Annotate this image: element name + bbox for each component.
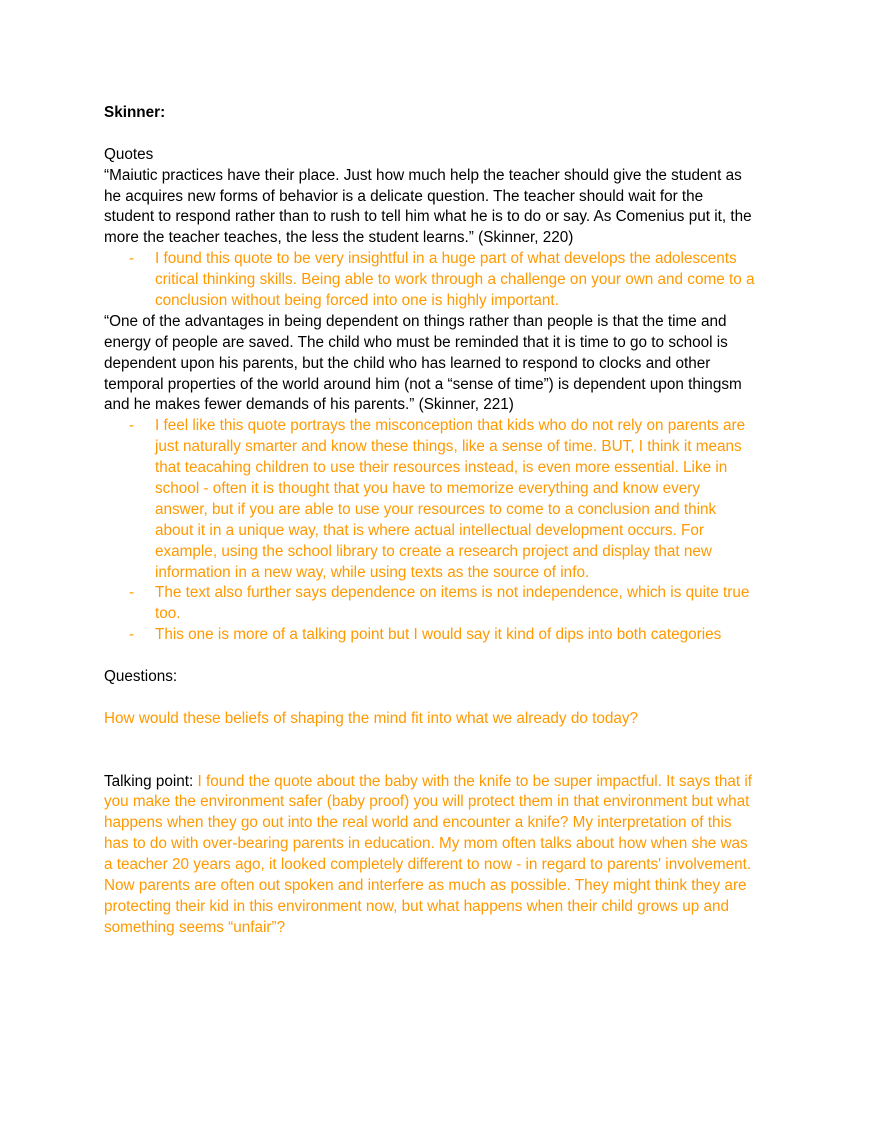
- blank-line: [104, 730, 794, 751]
- talking-point-text: Now parents are often out spoken and interfere as much as possible. They might think they are: [104, 876, 747, 894]
- note-text: I found this quote to be very insightful in a huge part of what develops the adolescents: [155, 250, 737, 268]
- quote-2-notes: [104, 416, 794, 646]
- note-text: The text also further says dependence on items is not independence, which is quite true: [155, 584, 750, 602]
- quote-line: and he makes fewer demands of his parents.” (Skinner, 221): [104, 396, 514, 414]
- blank-line: [104, 688, 794, 709]
- talking-point-text: a teacher 20 years ago, it looked completely different to now - in regard to parents' involvement.: [104, 856, 752, 874]
- quote-1-notes: [104, 249, 794, 312]
- note-text: critical thinking skills. Being able to work through a challenge on your own and come to a: [155, 271, 755, 289]
- note-text: about it in a unique way, that is where actual intellectual development occurs. For: [155, 521, 705, 539]
- bullet-line: [104, 625, 794, 646]
- quote-line: energy of people are saved. The child who must be reminded that it is time to go to school is: [104, 333, 728, 351]
- blank-line: [104, 751, 794, 772]
- talking-point-text: has to do with over-bearing parents in education. My mom often talks about how when she was: [104, 835, 748, 853]
- note-text: that teacahing children to use their resources instead, is even more essential. Like in: [155, 459, 728, 477]
- dash-bullet: -: [129, 626, 135, 644]
- note-text: I feel like this quote portrays the misconception that kids who do not rely on parents are: [155, 417, 746, 435]
- talking-point-label: Talking point:: [104, 772, 194, 790]
- quote-line: “One of the advantages in being dependent on things rather than people is that the time and: [104, 312, 727, 330]
- note-text: information in a new way, while using texts as the source of info.: [155, 563, 590, 581]
- dash-bullet: -: [129, 417, 135, 435]
- quote-line: student to respond rather than to rush to tell him what he is to do or say. As Comenius put it, the: [104, 208, 752, 226]
- talking-point-text: happens when they go out into the real world and encounter a knife? My interpretation of this: [104, 814, 732, 832]
- question-text: How would these beliefs of shaping the mind fit into what we already do today?: [104, 709, 639, 727]
- quote-line: more the teacher teaches, the less the student learns.” (Skinner, 220): [104, 229, 574, 247]
- quote-line: temporal properties of the world around him (not a “sense of time”) is dependent upon thingsm: [104, 375, 742, 393]
- note-text: example, using the school library to create a research project and display that new: [155, 542, 712, 560]
- quote-1: [104, 166, 794, 250]
- quote-line: he acquires new forms of behavior is a delicate question. The teacher should wait for the: [104, 187, 704, 205]
- bullet-line: [104, 416, 794, 437]
- talking-point-text: I found the quote about the baby with the knife to be super impactful. It says that if: [193, 772, 752, 790]
- note-text: too.: [155, 605, 181, 623]
- talking-point-first-line: [104, 772, 794, 793]
- quote-2: [104, 312, 794, 416]
- talking-point-text: something seems “unfair”?: [104, 918, 286, 936]
- note-text: This one is more of a talking point but I would say it kind of dips into both categories: [155, 626, 722, 644]
- questions-label: Questions:: [104, 668, 178, 686]
- dash-bullet: -: [129, 250, 135, 268]
- talking-point-text: protecting their kid in this environment now, but what happens when their child grows up and: [104, 897, 729, 915]
- note-text: just naturally smarter and know these things, like a sense of time. BUT, I think it means: [155, 438, 742, 456]
- heading: Skinner:: [104, 104, 166, 121]
- note-text: conclusion without being forced into one is highly important.: [155, 292, 559, 310]
- blank-line: [104, 124, 794, 145]
- talking-point: [104, 772, 794, 939]
- bullet-line: [104, 583, 794, 604]
- quote-line: dependent upon his parents, but the child who has learned to respond to clocks and other: [104, 354, 711, 372]
- talking-point-text: you make the environment safer (baby proof) you will protect them in that environment but what: [104, 793, 750, 811]
- document-body: [104, 103, 794, 939]
- quotes-label: Quotes: [104, 145, 154, 163]
- blank-line: [104, 646, 794, 667]
- note-text: answer, but if you are able to use your resources to come to a conclusion and think: [155, 500, 717, 518]
- dash-bullet: -: [129, 584, 135, 602]
- bullet-line: [104, 249, 794, 270]
- note-text: school - often it is thought that you have to memorize everything and know every: [155, 480, 701, 498]
- quote-line: “Maiutic practices have their place. Just how much help the teacher should give the student as: [104, 166, 742, 184]
